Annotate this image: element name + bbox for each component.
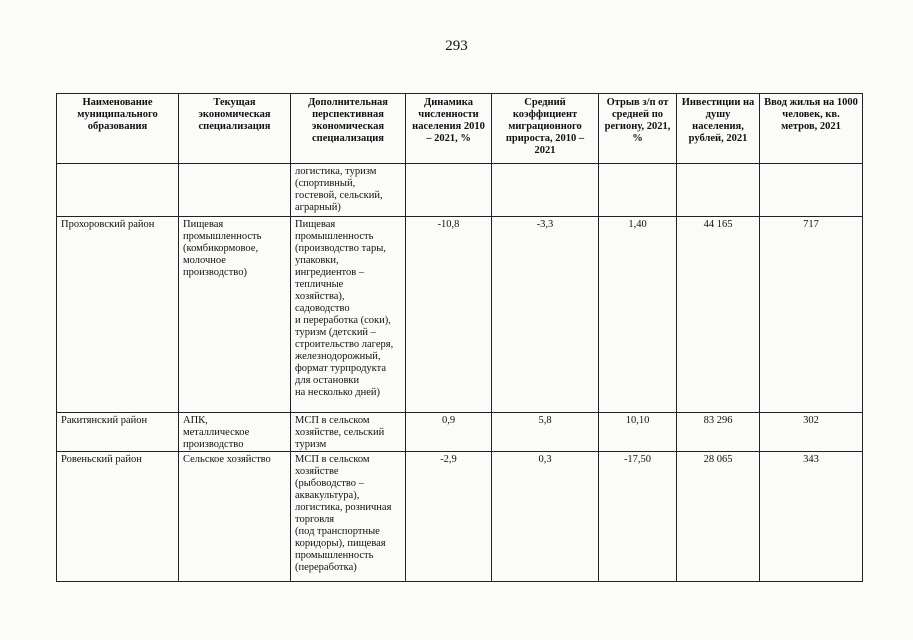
cell-housing-commissioning: 717 [760, 217, 863, 413]
header-cell: Ввод жилья на 1000 человек, кв. метров, 2021 [760, 94, 863, 164]
table-row [57, 452, 863, 582]
cell-current-specialization: АПК, металлическое производство [179, 413, 291, 452]
cell-empty [179, 164, 291, 217]
table-header-row [57, 94, 863, 164]
cell-municipality-name: Ракитянский район [57, 413, 179, 452]
header-cell: Наименование муниципального образования [57, 94, 179, 164]
cell-population-dynamics: 0,9 [406, 413, 492, 452]
header-cell: Инвестиции на душу населения, рублей, 2021 [677, 94, 760, 164]
cell-migration-coefficient: 5,8 [492, 413, 599, 452]
cell-empty [406, 164, 492, 217]
cell-empty [57, 164, 179, 217]
cell-salary-gap: 1,40 [599, 217, 677, 413]
cell-migration-coefficient: 0,3 [492, 452, 599, 582]
cell-current-specialization: Сельское хозяйство [179, 452, 291, 582]
cell-additional-specialization: Пищевая промышленность (производство тары, упаковки, ингредиентов – тепличные хозяйства), садоводство и переработка (соки), туризм (детский – строительство лагеря, железнодорожный, формат турпродукта для остановки на несколько дней) [291, 217, 406, 413]
cell-investment-per-capita: 83 296 [677, 413, 760, 452]
cell-housing-commissioning: 302 [760, 413, 863, 452]
cell-additional-specialization: МСП в сельском хозяйстве, сельский туризм [291, 413, 406, 452]
header-cell: Отрыв з/п от средней по региону, 2021, % [599, 94, 677, 164]
cell-salary-gap: -17,50 [599, 452, 677, 582]
header-cell: Дополнительная перспективная экономическая специализация [291, 94, 406, 164]
cell-municipality-name: Прохоровский район [57, 217, 179, 413]
table-row [57, 217, 863, 413]
header-cell: Динамика численности населения 2010 – 2021, % [406, 94, 492, 164]
table-row [57, 413, 863, 452]
cell-additional-specialization: логистика, туризм (спортивный, гостевой, сельский, аграрный) [291, 164, 406, 217]
cell-empty [677, 164, 760, 217]
cell-salary-gap: 10,10 [599, 413, 677, 452]
cell-municipality-name: Ровеньский район [57, 452, 179, 582]
header-cell: Средний коэффициент миграционного прироста, 2010 – 2021 [492, 94, 599, 164]
cell-empty [599, 164, 677, 217]
cell-investment-per-capita: 28 065 [677, 452, 760, 582]
cell-investment-per-capita: 44 165 [677, 217, 760, 413]
header-cell: Текущая экономическая специализация [179, 94, 291, 164]
cell-additional-specialization: МСП в сельском хозяйстве (рыбоводство – аквакультура), логистика, розничная торговля (под транспортные коридоры), пищевая промышленность (переработка) [291, 452, 406, 582]
page-number: 293 [445, 38, 468, 54]
cell-housing-commissioning: 343 [760, 452, 863, 582]
cell-current-specialization: Пищевая промышленность (комбикормовое, молочное производство) [179, 217, 291, 413]
table-row-continuation [57, 164, 863, 217]
cell-population-dynamics: -2,9 [406, 452, 492, 582]
municipal-specialization-table [56, 93, 863, 582]
cell-empty [492, 164, 599, 217]
cell-empty [760, 164, 863, 217]
cell-migration-coefficient: -3,3 [492, 217, 599, 413]
cell-population-dynamics: -10,8 [406, 217, 492, 413]
